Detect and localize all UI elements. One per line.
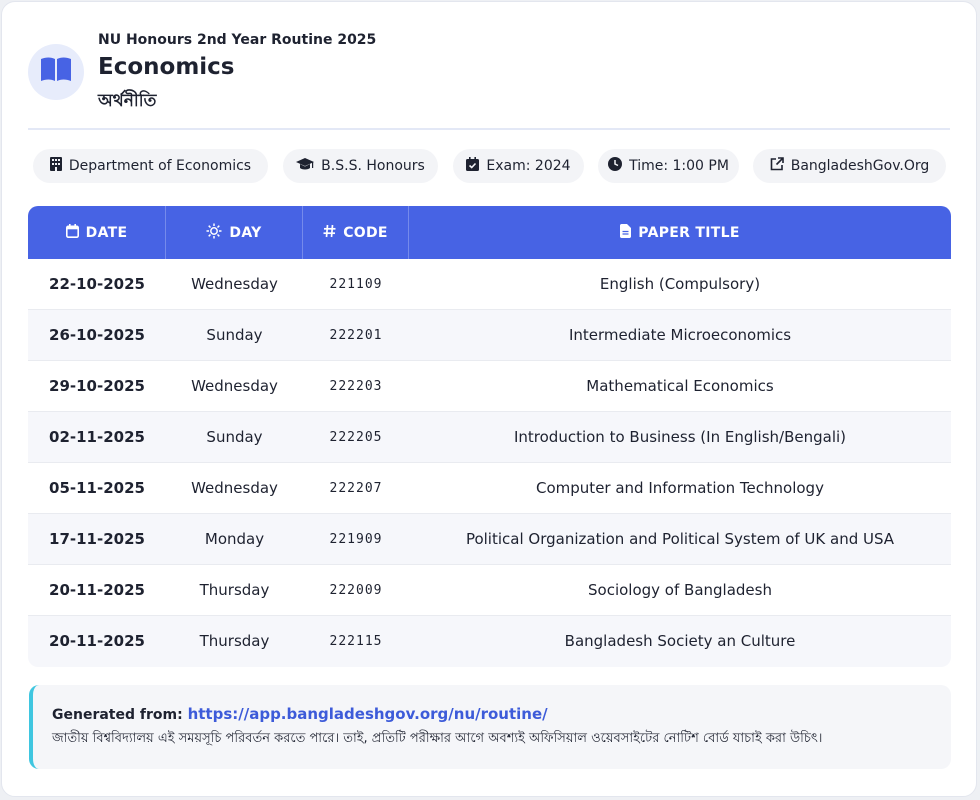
cell-date: 22-10-2025 bbox=[49, 275, 145, 293]
cell-date: 26-10-2025 bbox=[49, 326, 145, 344]
cell-code: 221909 bbox=[329, 531, 383, 547]
cell-paper-title: Computer and Information Technology bbox=[536, 479, 824, 497]
table-row bbox=[28, 259, 951, 310]
cell-code: 222207 bbox=[329, 480, 383, 496]
note-disclaimer: জাতীয় বিশ্ববিদ্যালয় এই সময়সূচি পরিবর্তন করতে পারে। তাই, প্রতিটি পরীক্ষার আগে অবশ্যই অফিসিয়াল ওয়েবসাইটের নোটিশ বোর্ড যাচাই করা উচিৎ। bbox=[52, 731, 823, 746]
cell-day: Thursday bbox=[199, 581, 270, 599]
chip-source-link[interactable] bbox=[753, 149, 946, 183]
header-day bbox=[166, 206, 303, 259]
cell-code: 222205 bbox=[329, 429, 383, 445]
calendar-check-icon bbox=[466, 157, 486, 175]
chip-time bbox=[598, 149, 739, 183]
header-day-label: DAY bbox=[229, 224, 262, 241]
table-header bbox=[28, 206, 951, 259]
cell-day: Wednesday bbox=[191, 479, 278, 497]
cell-day: Wednesday bbox=[191, 275, 278, 293]
cell-day: Monday bbox=[204, 530, 265, 548]
header-title bbox=[409, 206, 951, 259]
cell-code: 222009 bbox=[329, 582, 383, 598]
external-link-icon bbox=[770, 157, 791, 175]
table-row bbox=[28, 514, 951, 565]
chip-exam bbox=[453, 149, 584, 183]
cell-paper-title: Political Organization and Political System of UK and USA bbox=[465, 530, 895, 548]
table-row bbox=[28, 463, 951, 514]
file-text-icon bbox=[620, 224, 638, 242]
chip-program bbox=[283, 149, 438, 183]
header-kicker: NU Honours 2nd Year Routine 2025 bbox=[98, 32, 377, 48]
header-avatar bbox=[28, 44, 84, 100]
cell-code: 221109 bbox=[329, 276, 383, 292]
chip-exam-label: Exam: 2024 bbox=[486, 158, 571, 174]
chip-source-label[interactable]: BangladeshGov.Org bbox=[790, 158, 930, 174]
cell-paper-title: Mathematical Economics bbox=[586, 377, 774, 395]
cell-day: Thursday bbox=[199, 632, 270, 650]
cell-day: Sunday bbox=[206, 326, 263, 344]
cell-date: 20-11-2025 bbox=[49, 632, 145, 650]
open-book-icon bbox=[39, 56, 73, 88]
header-title-label: PAPER TITLE bbox=[638, 224, 740, 241]
table-row bbox=[28, 412, 951, 463]
clock-icon bbox=[608, 157, 629, 175]
page-subtitle: অর্থনীতি bbox=[98, 91, 157, 111]
cell-paper-title: Intermediate Microeconomics bbox=[568, 326, 792, 344]
building-icon bbox=[50, 157, 69, 175]
header-date bbox=[28, 206, 166, 259]
source-note bbox=[29, 685, 951, 769]
chip-program-label: B.S.S. Honours bbox=[321, 158, 425, 174]
page-title: Economics bbox=[98, 54, 235, 80]
header-code bbox=[303, 206, 409, 259]
cell-paper-title: Sociology of Bangladesh bbox=[588, 581, 772, 599]
graduation-cap-icon bbox=[296, 157, 321, 175]
chip-department-label: Department of Economics bbox=[68, 158, 252, 174]
cell-date: 05-11-2025 bbox=[49, 479, 145, 497]
header-date-label: DATE bbox=[85, 224, 128, 241]
cell-paper-title: Bangladesh Society an Culture bbox=[564, 632, 796, 650]
hash-icon bbox=[323, 224, 343, 242]
table-row bbox=[28, 616, 951, 667]
table-row bbox=[28, 565, 951, 616]
cell-date: 20-11-2025 bbox=[49, 581, 145, 599]
header-divider bbox=[28, 128, 950, 130]
header-code-label: CODE bbox=[343, 224, 388, 241]
chip-time-label: Time: 1:00 PM bbox=[629, 158, 729, 174]
cell-date: 02-11-2025 bbox=[49, 428, 145, 446]
calendar-icon bbox=[66, 224, 86, 242]
cell-day: Wednesday bbox=[191, 377, 278, 395]
routine-table bbox=[28, 206, 951, 667]
note-source-line bbox=[52, 705, 951, 723]
note-prefix: Generated from: bbox=[52, 707, 183, 723]
routine-source-link[interactable]: https://app.bangladeshgov.org/nu/routine/ bbox=[187, 705, 548, 723]
cell-day: Sunday bbox=[206, 428, 263, 446]
cell-code: 222201 bbox=[329, 327, 383, 343]
table-row bbox=[28, 310, 951, 361]
cell-date: 17-11-2025 bbox=[49, 530, 145, 548]
cell-date: 29-10-2025 bbox=[49, 377, 145, 395]
cell-code: 222115 bbox=[329, 633, 383, 649]
cell-paper-title: Introduction to Business (In English/Bengali) bbox=[513, 428, 847, 446]
sun-icon bbox=[206, 223, 229, 243]
cell-paper-title: English (Compulsory) bbox=[599, 275, 761, 293]
chip-department bbox=[33, 149, 268, 183]
table-row bbox=[28, 361, 951, 412]
header bbox=[28, 30, 950, 130]
cell-code: 222203 bbox=[329, 378, 383, 394]
